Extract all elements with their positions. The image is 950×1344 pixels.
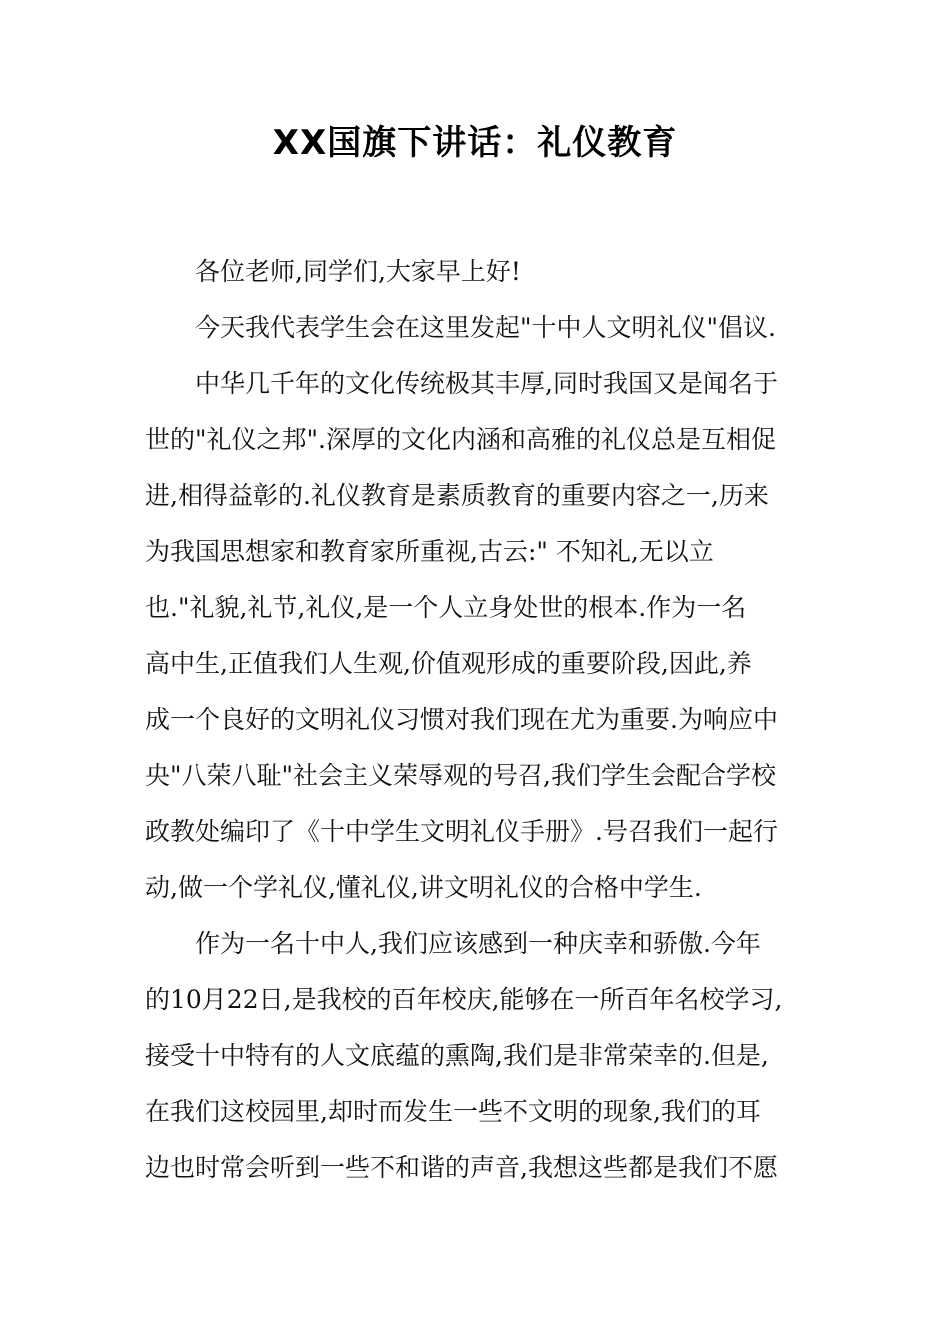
text-line: 高中生,正值我们人生观,价值观形成的重要阶段,因此,养 bbox=[145, 649, 752, 678]
text-line: 为我国思想家和教育家所重视,古云:" 不知礼,无以立 bbox=[145, 537, 714, 566]
text-line: 各位老师,同学们,大家早上好! bbox=[195, 257, 521, 286]
text-line: 政教处编印了《十中学生文明礼仪手册》.号召我们一起行 bbox=[145, 817, 778, 846]
text-line: 进,相得益彰的.礼仪教育是素质教育的重要内容之一,历来 bbox=[145, 481, 769, 510]
text-line: 央"八荣八耻"社会主义荣辱观的号召,我们学生会配合学校 bbox=[145, 761, 776, 790]
text-line: 的10月22日,是我校的百年校庆,能够在一所百年名校学习, bbox=[145, 985, 783, 1014]
text-line: 成一个良好的文明礼仪习惯对我们现在尤为重要.为响应中 bbox=[145, 705, 778, 734]
text-line: 在我们这校园里,却时而发生一些不文明的现象,我们的耳 bbox=[145, 1097, 761, 1126]
text-line: 世的"礼仪之邦".深厚的文化内涵和高雅的礼仪总是互相促 bbox=[145, 425, 776, 454]
document-body bbox=[145, 244, 815, 1196]
text-line: 接受十中特有的人文底蕴的熏陶,我们是非常荣幸的.但是, bbox=[145, 1041, 769, 1070]
text-line: 也."礼貌,礼节,礼仪,是一个人立身处世的根本.作为一名 bbox=[145, 593, 747, 622]
text-line: 作为一名十中人,我们应该感到一种庆幸和骄傲.今年 bbox=[195, 929, 761, 958]
text-line: 边也时常会听到一些不和谐的声音,我想这些都是我们不愿 bbox=[145, 1153, 778, 1182]
document-title: XX国旗下讲话：礼仪教育 bbox=[272, 123, 678, 163]
text-line: 动,做一个学礼仪,懂礼仪,讲文明礼仪的合格中学生. bbox=[145, 873, 702, 902]
text-line: 今天我代表学生会在这里发起"十中人文明礼仪"倡议. bbox=[195, 313, 776, 342]
text-line: 中华几千年的文化传统极其丰厚,同时我国又是闻名于 bbox=[195, 369, 778, 398]
